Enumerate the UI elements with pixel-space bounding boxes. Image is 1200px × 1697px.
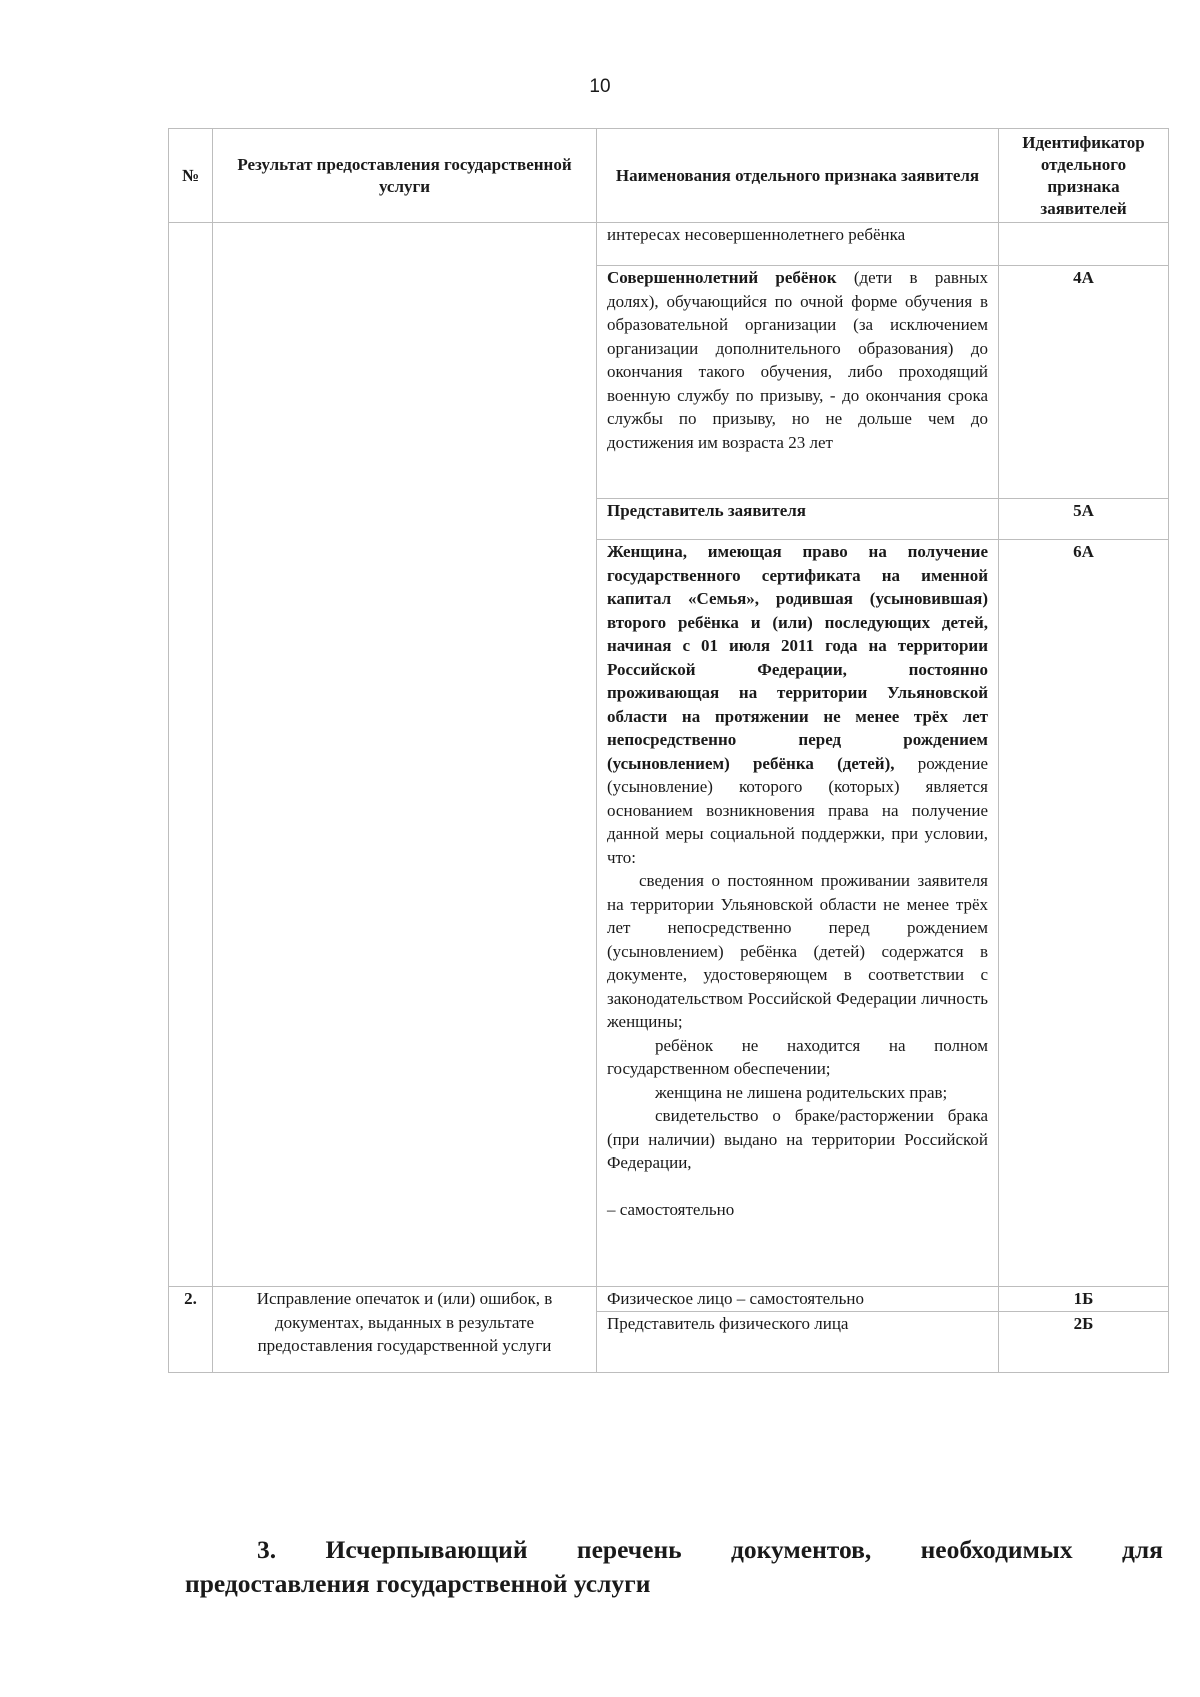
section-word-2: перечень [576, 1535, 682, 1564]
section-word-1: Исчерпывающий [325, 1535, 528, 1564]
table-row [169, 1287, 1169, 1312]
continuation-text: интересах несовершеннолетнего ребёнка [607, 225, 906, 244]
feature-4a-cell [597, 266, 999, 499]
feature-4a-text: (дети в равных долях), обучающийся по очной форме обучения в образовательной организации (за исключением организации дополнительного образования) до окончания такого обучения, либо проходящий военную службу по призыву, - до окончания срока службы по призыву, но не дольше чем до достижения им возраста 23 лет [607, 268, 988, 452]
feature-4a-bold: Совершеннолетний ребёнок [607, 268, 837, 287]
identifier-4a: 4А [999, 266, 1169, 499]
continuation-id-cell [999, 223, 1169, 266]
row2-identifier-1: 1Б [999, 1287, 1169, 1312]
section-word-4: необходимых [920, 1535, 1073, 1564]
section-heading [185, 1534, 1163, 1600]
feature-6a-condition-4: свидетельство о браке/расторжении брака (при наличии) выдано на территории Российской Федерации, [607, 1106, 988, 1172]
table-row [169, 223, 1169, 266]
feature-5a-bold: Представитель заявителя [607, 501, 806, 520]
section-heading-line-1 [185, 1534, 1163, 1566]
section-word-5: для [1121, 1535, 1163, 1564]
applicant-features-table [168, 128, 1169, 1373]
feature-6a-self: – самостоятельно [607, 1199, 735, 1219]
feature-6a-condition-2: ребёнок не находится на полном государственном обеспечении; [607, 1035, 988, 1078]
table-header-row [169, 129, 1169, 223]
header-identifier: Идентификатор отдельного признака заявителей [999, 129, 1169, 223]
identifier-5a: 5А [999, 499, 1169, 540]
feature-6a-main [607, 540, 988, 869]
row2-feature-1: Физическое лицо – самостоятельно [597, 1287, 999, 1312]
row2-identifier-2: 2Б [999, 1311, 1169, 1372]
feature-6a-condition-3: женщина не лишена родительских прав; [655, 1082, 948, 1102]
identifier-6a: 6А [999, 540, 1169, 1287]
section-word-3: документов, [731, 1535, 872, 1564]
feature-6a-text: рождение (усыновление) которого (которых) является основанием возникновения права на получение данной меры социальной поддержки, при условии, что: [607, 753, 988, 867]
section-number: 3. [257, 1535, 277, 1564]
row1-result-cell [213, 223, 597, 1287]
feature-6a-condition-1: сведения о постоянном проживании заявителя на территории Ульяновской области не менее трёх лет непосредственно перед рождением (усыновлением) ребёнка (детей) содержатся в документе, удостоверяющем в соответствии с законодательством Российской Федерации личность женщины; [607, 871, 988, 1031]
row2-result: Исправление опечаток и (или) ошибок, в документах, выданных в результате предоставления государственной услуги [213, 1287, 597, 1373]
feature-6a-cell [597, 540, 999, 1287]
header-result: Результат предоставления государственной услуги [213, 129, 597, 223]
feature-6a-bold: Женщина, имеющая право на получение государственного сертификата на именной капитал «Семья», родившая (усыновившая) второго ребёнка и (или) последующих детей, начиная с 01 июля 2011 года на территории Российской Федерации, постоянно проживающая на территории Ульяновской области на протяжении не менее трёх лет непосредственно перед рождением (усыновлением) ребёнка (детей), [607, 542, 988, 773]
continuation-cell [597, 223, 999, 266]
page-number: 10 [589, 76, 611, 97]
row1-number-cell [169, 223, 213, 1287]
feature-5a-cell [597, 499, 999, 540]
header-number: № [169, 129, 213, 223]
row2-feature-2: Представитель физического лица [597, 1311, 999, 1372]
section-heading-line-2: предоставления государственной услуги [185, 1569, 651, 1598]
header-feature: Наименования отдельного признака заявителя [597, 129, 999, 223]
row2-number: 2. [169, 1287, 213, 1373]
